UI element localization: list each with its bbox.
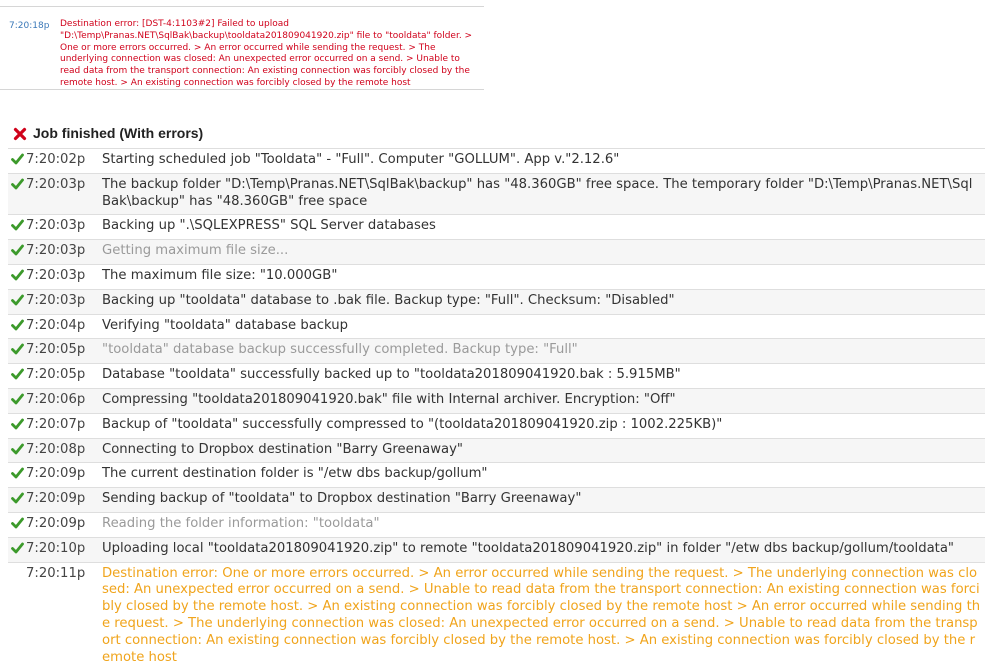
log-message: "tooldata" database backup successfully completed. Backup type: "Full" — [102, 342, 578, 358]
log-time: 7:20:05p — [26, 367, 86, 383]
log-row — [8, 487, 985, 512]
previous-log-snippet — [0, 0, 484, 92]
log-message: The maximum file size: "10.000GB" — [102, 267, 338, 283]
log-message: Database "tooldata" successfully backed up to "tooldata201809041920.bak : 5.915MB" — [102, 367, 681, 383]
log-row — [8, 314, 985, 339]
success-check-icon — [8, 367, 26, 380]
log-row — [8, 148, 985, 173]
log-time: 7:20:04p — [26, 317, 86, 333]
success-check-icon — [8, 218, 26, 231]
log-time: 7:20:10p — [26, 540, 86, 556]
snippet-error-message: Destination error: [DST-4:1103#2] Failed to upload "D:\Temp\Pranas.NET\SqlBak\backup\tooldata201809041920.zip" file to "tooldata" folder. > One or more errors occurred. > An error occurred while sending the request. > The underlying connection was closed: An unexpected error occurred on a send. > Unable to read data from the transport connection: An existing connection was forcibly closed by the remote host. > An existing connection was forcibly closed by the remote host — [60, 19, 473, 88]
log-message: Connecting to Dropbox destination "Barry Greenaway" — [102, 441, 463, 457]
success-check-icon — [8, 491, 26, 504]
log-error-message: Destination error: One or more errors occurred. > An error occurred while sending the request. > The underlying connection was closed: An unexpected error occurred on a send. > Unable to read data from the transport connection: An existing connection was forcibly closed by the remote host. > An existing connection was forcibly closed by the remote host > An error occurred while sending the request. > The underlying connection was closed: An unexpected error occurred on a send. > Unable to read data from the transport connection: An existing connection was forcibly closed by the remote host. > An existing connection was forcibly closed by the remote host — [102, 565, 981, 665]
log-time: 7:20:08p — [26, 441, 86, 457]
success-check-icon — [8, 516, 26, 529]
log-message: Reading the folder information: "tooldata" — [102, 515, 380, 531]
log-time: 7:20:07p — [26, 416, 86, 432]
log-time: 7:20:03p — [26, 218, 86, 234]
log-time: 7:20:09p — [26, 491, 86, 507]
log-message: Uploading local "tooldata201809041920.zip" to remote "tooldata201809041920.zip" in folder "/etw dbs backup/gollum/tooldata" — [102, 540, 954, 556]
log-row — [8, 289, 985, 314]
log-time: 7:20:03p — [26, 267, 86, 283]
log-row — [8, 363, 985, 388]
success-check-icon — [8, 417, 26, 430]
log-row — [8, 239, 985, 264]
log-message: Verifying "tooldata" database backup — [102, 317, 348, 333]
log-row — [8, 413, 985, 438]
log-row — [8, 173, 985, 215]
error-x-icon — [13, 126, 27, 140]
log-row — [8, 264, 985, 289]
log-message: Backing up ".\SQLEXPRESS" SQL Server databases — [102, 218, 436, 234]
log-row — [8, 338, 985, 363]
log-message: Backup of "tooldata" successfully compressed to "(tooldata201809041920.zip : 1002.225KB)" — [102, 416, 723, 432]
snippet-time: 7:20:18p — [9, 21, 50, 31]
log-time: 7:20:11p — [26, 565, 86, 581]
job-status-header — [13, 123, 203, 143]
success-check-icon — [8, 342, 26, 355]
success-check-icon — [8, 442, 26, 455]
log-time: 7:20:03p — [26, 243, 86, 259]
divider — [0, 89, 484, 90]
divider — [0, 6, 484, 7]
log-message: Sending backup of "tooldata" to Dropbox destination "Barry Greenaway" — [102, 491, 582, 507]
success-check-icon — [8, 392, 26, 405]
log-row — [8, 512, 985, 537]
log-message: Compressing "tooldata201809041920.bak" file with Internal archiver. Encryption: "Off" — [102, 391, 676, 407]
success-check-icon — [8, 466, 26, 479]
log-time: 7:20:03p — [26, 176, 86, 192]
log-row — [8, 562, 985, 670]
job-log-table — [8, 148, 985, 670]
log-time: 7:20:09p — [26, 515, 86, 531]
log-time: 7:20:02p — [26, 152, 86, 167]
log-time: 7:20:03p — [26, 292, 86, 308]
log-time: 7:20:09p — [26, 466, 86, 482]
success-check-icon — [8, 268, 26, 281]
log-message: Backing up "tooldata" database to .bak file. Backup type: "Full". Checksum: "Disabled" — [102, 292, 675, 308]
status-placeholder — [8, 566, 26, 567]
log-time: 7:20:06p — [26, 391, 86, 407]
job-title: Job finished (With errors) — [33, 125, 204, 141]
success-check-icon — [8, 293, 26, 306]
log-row — [8, 537, 985, 562]
log-message: Starting scheduled job "Tooldata" - "Full". Computer "GOLLUM". App v."2.12.6" — [102, 152, 620, 167]
success-check-icon — [8, 243, 26, 256]
success-check-icon — [8, 541, 26, 554]
log-message: The current destination folder is "/etw dbs backup/gollum" — [102, 466, 488, 482]
log-time: 7:20:05p — [26, 342, 86, 358]
log-row — [8, 462, 985, 487]
log-row — [8, 388, 985, 413]
log-row — [8, 214, 985, 239]
log-message: The backup folder "D:\Temp\Pranas.NET\SqlBak\backup" has "48.360GB" free space. The temporary folder "D:\Temp\Pranas.NET\SqlBak\backup" has "48.360GB" free space — [102, 176, 973, 209]
success-check-icon — [8, 318, 26, 331]
log-message: Getting maximum file size... — [102, 243, 289, 259]
success-check-icon — [8, 152, 26, 165]
log-row — [8, 438, 985, 463]
success-check-icon — [8, 177, 26, 190]
